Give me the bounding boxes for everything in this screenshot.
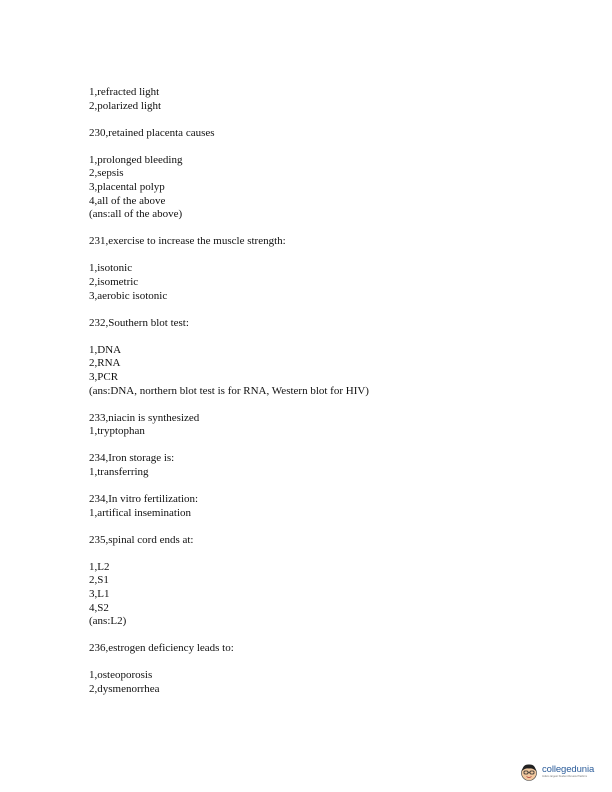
text-block (89, 669, 589, 696)
text-block (89, 86, 589, 113)
text-line: 1,L2 (89, 560, 110, 573)
text-line: 3,PCR (89, 370, 119, 383)
text-block (89, 317, 589, 331)
text-line: 231,exercise to increase the muscle strength: (89, 235, 286, 248)
text-block (89, 262, 589, 303)
block-spacer (89, 222, 589, 236)
text-block (89, 412, 589, 439)
text-block (89, 154, 589, 222)
text-line: 235,spinal cord ends at: (89, 533, 194, 546)
text-line: 1,osteoporosis (89, 669, 153, 682)
text-line: (ans:L2) (89, 615, 127, 628)
text-block (89, 452, 589, 479)
text-line: 1,DNA (89, 343, 122, 356)
text-line: 3,aerobic isotonic (89, 289, 168, 302)
text-line: 236,estrogen deficiency leads to: (89, 642, 234, 655)
text-line: 1,transferring (89, 465, 149, 478)
text-block (89, 127, 589, 141)
text-line: 232,Southern blot test: (89, 316, 189, 329)
text-block (89, 642, 589, 656)
text-block (89, 561, 589, 629)
text-line: 2,isometric (89, 275, 139, 288)
text-block (89, 534, 589, 548)
text-line: (ans:DNA, northern blot test is for RNA, Western blot for HIV) (89, 384, 369, 397)
block-spacer (89, 249, 589, 263)
block-spacer (89, 479, 589, 493)
text-block (89, 493, 589, 520)
text-line: 234,Iron storage is: (89, 452, 175, 465)
text-line: 1,refracted light (89, 86, 160, 98)
block-spacer (89, 439, 589, 453)
text-block (89, 344, 589, 398)
block-spacer (89, 629, 589, 643)
logo-name: collegedunia (542, 764, 595, 776)
text-line: 1,tryptophan (89, 425, 145, 438)
logo-tagline: India's largest Student Review Platform (542, 775, 588, 779)
text-line: 234,In vitro fertilization: (89, 492, 199, 505)
text-line: 230,retained placenta causes (89, 126, 215, 139)
text-line: 3,L1 (89, 587, 110, 600)
text-line: 2,S1 (89, 574, 109, 587)
text-block (89, 235, 589, 249)
block-spacer (89, 303, 589, 317)
text-line: 4,S2 (89, 601, 109, 614)
collegedunia-logo (519, 759, 609, 785)
text-line: 2,sepsis (89, 167, 124, 180)
text-line: (ans:all of the above) (89, 208, 183, 221)
block-spacer (89, 656, 589, 670)
block-spacer (89, 330, 589, 344)
text-line: 2,polarized light (89, 99, 162, 112)
block-spacer (89, 140, 589, 154)
text-line: 233,niacin is synthesized (89, 411, 200, 424)
text-line: 1,isotonic (89, 262, 133, 275)
text-line: 2,RNA (89, 357, 121, 370)
block-spacer (89, 398, 589, 412)
text-line: 3,placental polyp (89, 180, 165, 193)
text-line: 1,artifical insemination (89, 506, 192, 519)
document-body (89, 86, 589, 697)
text-line: 1,prolonged bleeding (89, 153, 183, 166)
text-line: 2,dysmenorrhea (89, 682, 160, 695)
mascot-face-icon (519, 762, 539, 782)
block-spacer (89, 547, 589, 561)
text-line: 4,all of the above (89, 194, 166, 207)
block-spacer (89, 520, 589, 534)
block-spacer (89, 113, 589, 127)
